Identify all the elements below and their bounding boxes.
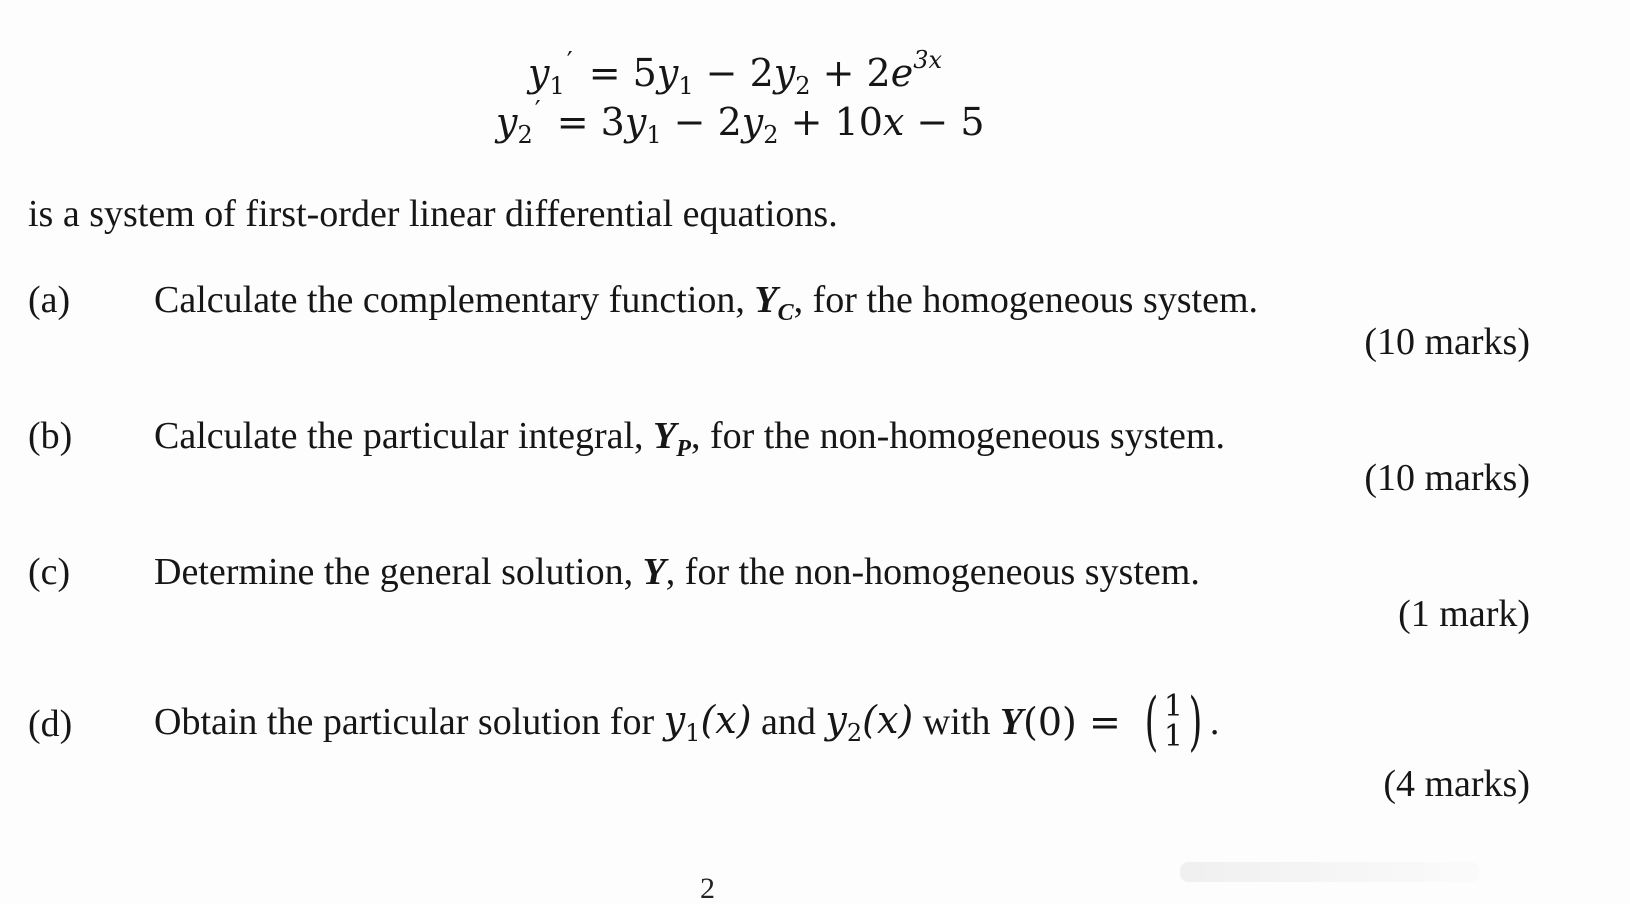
question-a-label: (a) bbox=[28, 279, 71, 321]
faint-bleed-through bbox=[1180, 862, 1480, 882]
question-b-label: (b) bbox=[28, 415, 73, 457]
question-d-marks: (4 marks) bbox=[1383, 763, 1530, 805]
intro-text: is a system of first-order linear differential equations. bbox=[28, 193, 838, 235]
question-d-text: Obtain the particular solution for $y_1(x)$ and $y_2(x)$ with Y(0) = ( 1 1) . bbox=[154, 685, 1220, 759]
question-d-label: (d) bbox=[28, 703, 73, 745]
question-c-text: Determine the general solution, Y, for the non-homogeneous system. bbox=[154, 551, 1200, 593]
question-b-text: Calculate the particular integral, $Y_P$, for the non-homogeneous system. bbox=[154, 415, 1225, 462]
initial-condition-vector: ( 1 1) bbox=[1144, 685, 1203, 759]
question-a-text: Calculate the complementary function, $Y_C$, for the homogeneous system. bbox=[154, 279, 1259, 326]
page-number: 2 bbox=[700, 872, 715, 905]
question-a-marks: (10 marks) bbox=[1364, 321, 1530, 363]
question-c-marks: (1 mark) bbox=[1398, 593, 1530, 635]
equation-1: $y_1' = 5y_1 - 2y_2 + 2e^{3x}$ bbox=[528, 46, 943, 100]
equation-2: $y_2' = 3y_1 - 2y_2 + 10x - 5$ bbox=[496, 96, 985, 149]
question-c-label: (c) bbox=[28, 551, 71, 593]
question-b-marks: (10 marks) bbox=[1364, 457, 1530, 499]
